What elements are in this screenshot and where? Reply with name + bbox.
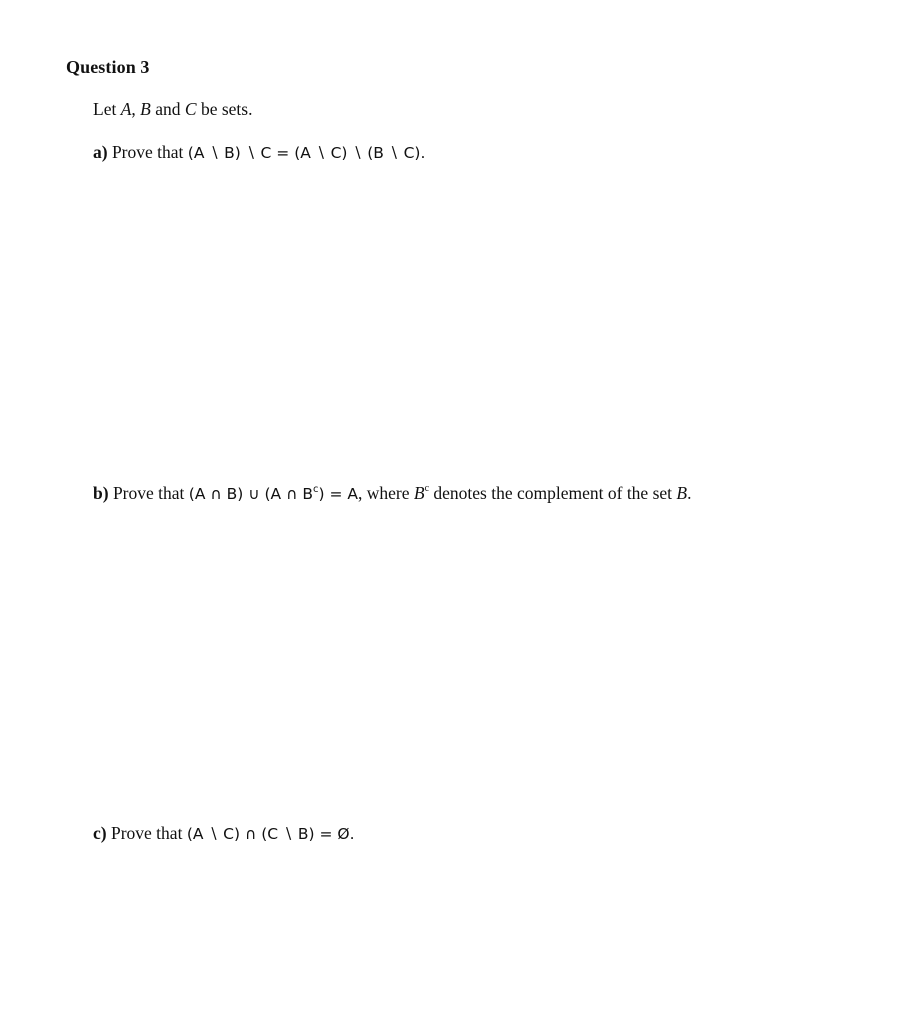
intro-prefix: Let: [93, 99, 121, 119]
part-a-text: Prove that: [111, 142, 184, 162]
set-c-symbol: C: [184, 99, 197, 119]
intro-and: and: [150, 99, 185, 119]
part-b-end-text: denotes the complement of the set: [429, 483, 677, 503]
part-b-set-b: B: [413, 483, 425, 503]
intro-suffix: be sets.: [196, 99, 253, 119]
part-c: [93, 823, 355, 844]
part-b-math-main: (A ∩ B) ∪ (A ∩ B: [188, 485, 313, 503]
question-intro: [93, 99, 252, 120]
part-b-math-end: ) = A: [318, 485, 358, 503]
part-a-math: (A ∖ B) ∖ C = (A ∖ C) ∖ (B ∖ C).: [187, 144, 426, 162]
part-c-label: c): [93, 823, 107, 843]
question-heading: Question 3: [66, 57, 150, 77]
intro-comma: ,: [131, 99, 141, 119]
part-b-period: .: [687, 483, 692, 503]
part-b-math-sup: c: [312, 483, 319, 495]
part-c-math: (A ∖ C) ∩ (C ∖ B) = Ø.: [186, 825, 355, 843]
part-b-set-b-end: B: [676, 483, 688, 503]
set-a-symbol: A: [120, 99, 132, 119]
part-b-mid-text: , where: [357, 483, 414, 503]
part-a: [93, 142, 425, 163]
part-b-sup-c: c: [424, 483, 430, 495]
part-c-text: Prove that: [110, 823, 183, 843]
part-b-text: Prove that: [112, 483, 185, 503]
part-b: [93, 483, 691, 504]
part-a-label: a): [93, 142, 108, 162]
part-b-label: b): [93, 483, 109, 503]
set-b-symbol: B: [140, 99, 151, 119]
part-b-math: [189, 485, 358, 503]
